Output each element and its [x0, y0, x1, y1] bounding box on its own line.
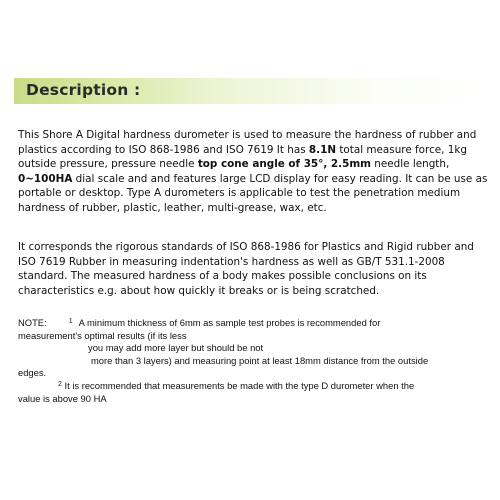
- p1-text-d: dial scale and and features large LCD display for easy reading. It can be use as portable or desktop. Type A durometers is applicable to test the penetration medium hardness of rubber, plastic, leather, multi-grease, wax, etc.: [18, 172, 488, 214]
- note-marker-2: 2: [58, 380, 62, 388]
- note-line-7: [18, 393, 488, 406]
- note-label: NOTE:: [18, 317, 47, 328]
- note-block: [18, 317, 488, 405]
- note-text-3: you may add more layer but should be not: [88, 342, 264, 354]
- p1-text-b: total measure force, 1kg outside pressure, pressure needle: [18, 143, 468, 171]
- note-line-1: [18, 317, 488, 330]
- description-paragraph-1: [18, 128, 488, 216]
- note-line-4: [18, 355, 488, 368]
- note-text-1: A minimum thickness of 6mm as sample test probes is recommended for: [78, 317, 381, 328]
- note-line-3: [18, 342, 488, 355]
- p1-bold-force: 8.1N: [308, 143, 337, 156]
- note-text-7: value is above 90 HA: [18, 392, 107, 404]
- p1-bold-scale: 0~100HA: [18, 172, 73, 185]
- description-paragraph-2: It corresponds the rigorous standards of ISO 868-1986 for Plastics and Rigid rubber and ISO 7619 Rubber in measuring indentation's hardness as well as GB/T 531.1-2008 standard. The measured hardness of a body makes possible conclusions on its characteristics e.g. about how quickly it breaks or is being scratched.: [18, 241, 474, 297]
- note-text-6: It is recommended that measurements be made with the type D durometer when the: [64, 379, 415, 391]
- note-text-4: more than 3 layers) and measuring point at least 18mm distance from the outside: [91, 354, 429, 366]
- p1-text-a: This Shore A Digital hardness durometer is used to measure the hardness of rubber and plastics according to ISO 868-1986 and ISO 7619 It has: [18, 129, 477, 156]
- note-marker-1: 1: [68, 318, 73, 325]
- description-heading: Description :: [26, 81, 141, 99]
- note-text-2: measurement's optimal results (if its less: [18, 329, 187, 341]
- note-line-6: [18, 380, 488, 393]
- p1-bold-cone: top cone angle of 35°, 2.5mm: [197, 158, 371, 171]
- note-line-5: [18, 367, 488, 380]
- note-text-5: edges.: [18, 367, 47, 379]
- note-line-2: [18, 330, 488, 343]
- p1-text-c: needle length,: [370, 158, 450, 171]
